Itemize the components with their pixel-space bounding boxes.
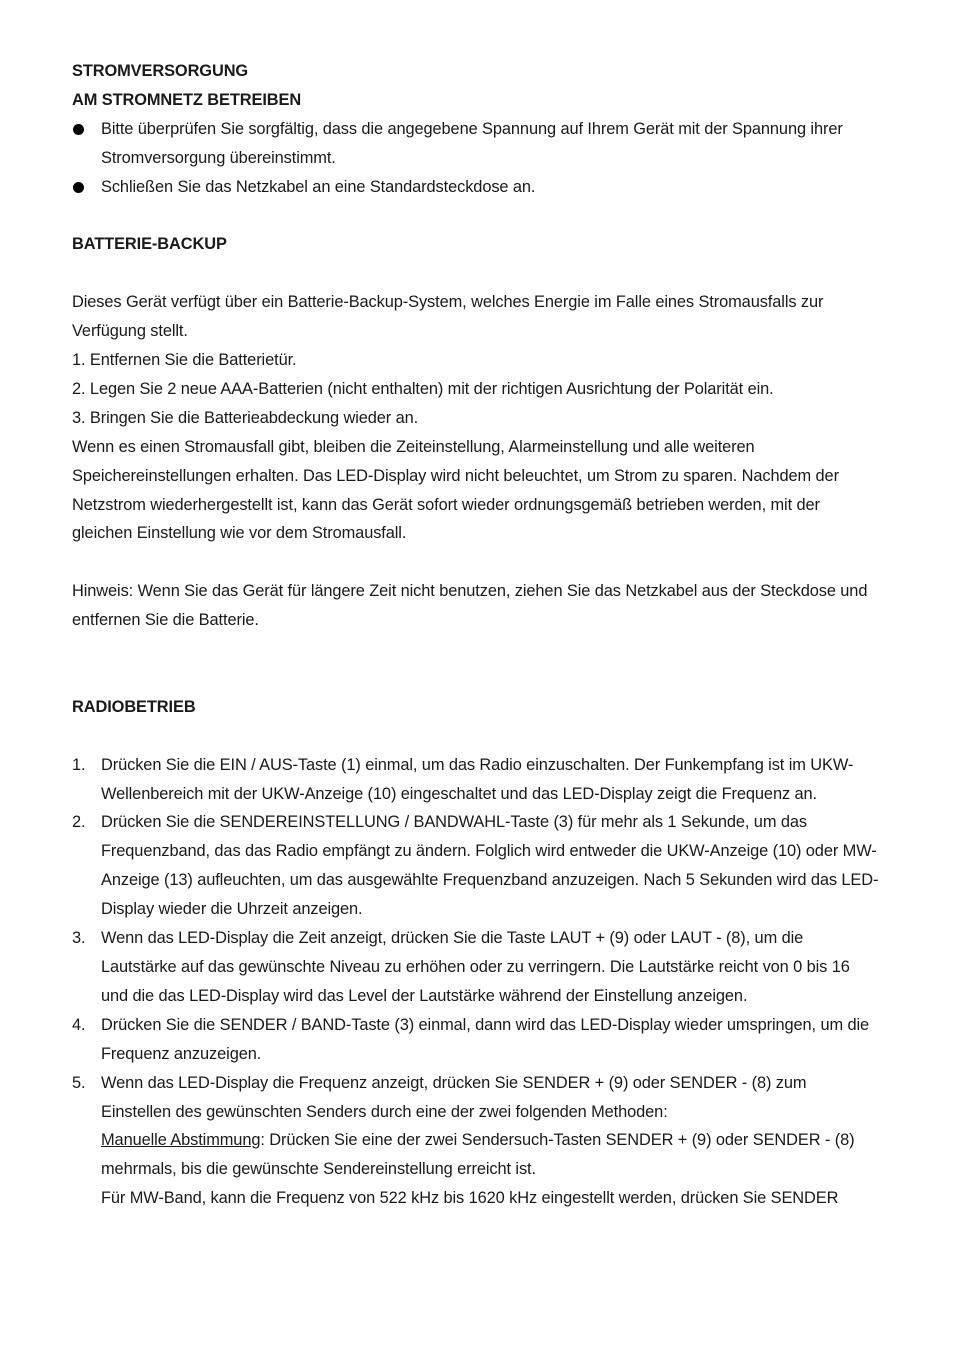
radio-step: 4. Drücken Sie die SENDER / BAND-Taste (3) einmal, dann wird das LED-Display wieder umspringen, um die Frequenz anzuzeigen. [72, 1015, 870, 1063]
heading-radio-operation: RADIOBETRIEB [72, 697, 196, 716]
battery-intro: Dieses Gerät verfügt über ein Batterie-Backup-System, welches Energie im Falle eines Stromausfalls zur Verfügung stellt. [72, 293, 824, 341]
bullet-item: Schließen Sie das Netzkabel an eine Standardsteckdose an. [72, 173, 880, 202]
heading-power-supply: STROMVERSORGUNG [72, 62, 249, 80]
battery-step: 3. Bringen Sie die Batterieabdeckung wieder an. [72, 408, 419, 427]
bullet-dot-icon [73, 182, 84, 193]
mw-band-paragraph: Für MW-Band, kann die Frequenz von 522 kHz bis 1620 kHz eingestellt werden, drücken Sie SENDER [101, 1189, 839, 1208]
battery-paragraph: Wenn es einen Stromausfall gibt, bleiben die Zeiteinstellung, Alarmeinstellung und alle weiteren Speichereinstellungen erhalten. Das LED-Display wird nicht beleuchtet, um Strom zu sparen. Nachdem der Netzstrom wiederhergestellt ist, kann das Gerät sofort wieder ordnungsgemäß betrieben werden, mit der gleichen Einstellung wie vor dem Stromausfall. [72, 437, 839, 543]
battery-step: 2. Legen Sie 2 neue AAA-Batterien (nicht enthalten) mit der richtigen Ausrichtung der Polarität ein. [72, 379, 774, 398]
battery-step: 1. Entfernen Sie die Batterietür. [72, 351, 297, 370]
manual-tuning-paragraph: Manuelle Abstimmung: Drücken Sie eine der zwei Sendersuch-Tasten SENDER + (9) oder SENDER - (8) mehrmals, bis die gewünschte Sendereinstellung erreicht ist. [101, 1131, 855, 1179]
heading-battery-backup: BATTERIE-BACKUP [72, 235, 227, 254]
note-paragraph: Hinweis: Wenn Sie das Gerät für längere Zeit nicht benutzen, ziehen Sie das Netzkabel aus der Steckdose und entfernen Sie die Batterie. [72, 582, 868, 630]
radio-step: 1. Drücken Sie die EIN / AUS-Taste (1) einmal, um das Radio einzuschalten. Der Funkempfang ist im UKW-Wellenbereich mit der UKW-Anzeige (10) eingeschaltet und das LED-Display zeigt die Frequenz an. [72, 755, 854, 803]
bullet-item: Bitte überprüfen Sie sorgfältig, dass die angegebene Spannung auf Ihrem Gerät mit der Spannung ihrer Stromversorgung übereinstimmt. [72, 115, 880, 173]
radio-step: 2. Drücken Sie die SENDEREINSTELLUNG / BANDWAHL-Taste (3) für mehr als 1 Sekunde, um das Frequenzband, das das Radio empfängt zu ändern. Folglich wird entweder die UKW-Anzeige (10) oder MW-Anzeige (13) aufleuchten, um das ausgewählte Frequenzband anzuzeigen. Nach 5 Sekunden wird das LED-Display wieder die Uhrzeit anzeigen. [72, 813, 879, 919]
bullet-dot-icon [73, 124, 84, 135]
radio-step: 5. Wenn das LED-Display die Frequenz anzeigt, drücken Sie SENDER + (9) oder SENDER - (8) zum Einstellen des gewünschten Senders durch eine der zwei folgenden Methoden: Manuelle Abstimmung: Drücken Sie eine der zwei Sendersuch-Tasten SENDER + (9) oder SENDER - (8) mehrmals, bis die gewünschte Sendereinstellung erreicht ist. Für MW-Band, kann die Frequenz von 522 kHz bis 1620 kHz eingestellt werden, drücken Sie SENDER [72, 1069, 880, 1214]
document-page [72, 57, 880, 1213]
heading-mains-operation: AM STROMNETZ BETREIBEN [72, 90, 302, 109]
manual-tuning-label: Manuelle Abstimmung [101, 1131, 261, 1150]
radio-step: 3. Wenn das LED-Display die Zeit anzeigt, drücken Sie die Taste LAUT + (9) oder LAUT - (8), um die Lautstärke auf das gewünschte Niveau zu erhöhen oder zu verringern. Die Lautstärke reicht von 0 bis 16 und die das LED-Display wird das Level der Lautstärke während der Einstellung anzeigen. [72, 929, 850, 1005]
